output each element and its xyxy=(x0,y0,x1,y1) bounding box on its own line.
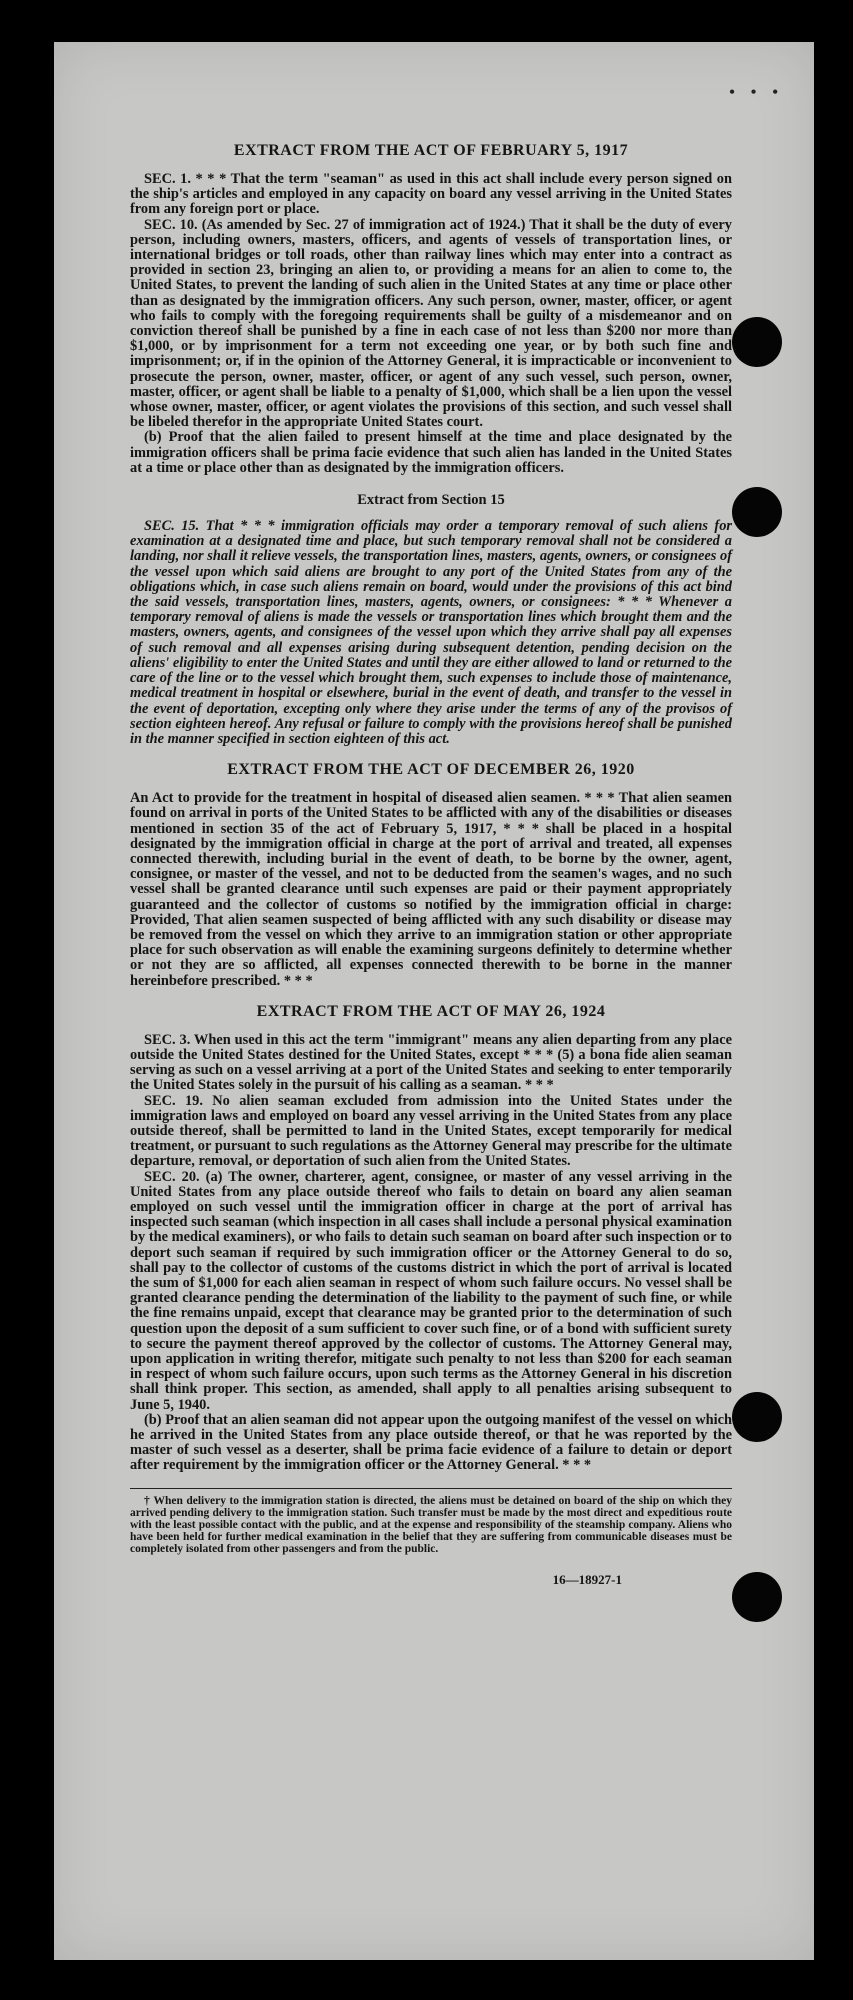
punch-hole xyxy=(732,487,782,537)
document-page xyxy=(54,42,814,1960)
section-act-1917 xyxy=(130,142,732,476)
punch-hole xyxy=(732,317,782,367)
paragraph: SEC. 15. That * * * immigration officials may order a temporary removal of such aliens for examination at a designated time and place, but such temporary removal shall not be considered a landing, nor shall it relieve vessels, the transportation lines, masters, agents, owners, or consignees of the vessel upon which said aliens are brought to any port of the United States from any of the obligations which, in case such aliens remain on board, would under the provisions of this act bind the said vessels, transportation lines, masters, agents, owners, or consignees: * * * Whenever a temporary removal of aliens is made the vessels or transportation lines which brought them and the masters, owners, agents, and consignees of the vessel upon which they arrive shall pay all expenses of such removal and all expenses arising during subsequent detention, pending decision on the aliens' eligibility to enter the United States and until they are either allowed to land or returned to the care of the line or to the vessel which brought them, such expenses to include those of maintenance, medical treatment in hospital or elsewhere, burial in the event of death, and transfer to the vessel in the event of deportation, excepting only where they arise under the terms of any of the provisos of section eighteen hereof. Any refusal or failure to comply with the provisions hereof shall be punished in the manner specified in section eighteen of this act. xyxy=(130,518,732,747)
section-act-1924 xyxy=(130,1003,732,1474)
paragraph: SEC. 3. When used in this act the term "immigrant" means any alien departing from any place outside the United States destined for the United States, except * * * (5) a bona fide alien seaman serving as such on a vessel arriving at a port of the United States and seeking to enter temporarily the United States solely in the pursuit of his calling as a seaman. * * * xyxy=(130,1031,732,1094)
document-content xyxy=(130,142,732,1588)
footnote-text: † When delivery to the immigration station is directed, the aliens must be detained on board of the ship on which they arrived pending delivery to the immigration station. Such transfer must be made by the most direct and expeditious route with the least possible contact with the public, and at the expense and responsibility of the steamship company. Aliens who have been held for further medical examination in the belief that they are suffering from communicable diseases must be completely isolated from other passengers and from the public. xyxy=(130,1494,732,1556)
corner-marks: • • • xyxy=(729,84,784,101)
paragraph: SEC. 19. No alien seaman excluded from admission into the United States under the immigration laws and employed on board any vessel arriving in the United States from any place outside thereof, shall be permitted to land in the United States, except temporarily for medical treatment, or pursuant to such regulations as the Attorney General may prescribe for the ultimate departure, removal, or deportation of such alien from the United States. xyxy=(130,1092,732,1170)
section-extract-15 xyxy=(130,492,732,747)
paragraph: (b) Proof that an alien seaman did not appear upon the outgoing manifest of the vessel on which he arrived in the United States from any place outside thereof, or that he was reported by the master of such vessel as a deserter, shall be prima facie evidence of a failure to detain or deport after requirement by the immigration officer or the Attorney General. * * * xyxy=(130,1411,732,1474)
paragraph: SEC. 1. * * * That the term "seaman" as used in this act shall include every person signed on the ship's articles and employed in any capacity on board any vessel arriving in the United States from any foreign port or place. xyxy=(130,171,732,218)
punch-hole xyxy=(732,1392,782,1442)
section-heading: EXTRACT FROM THE ACT OF DECEMBER 26, 1920 xyxy=(227,761,635,779)
paragraph: (b) Proof that the alien failed to present himself at the time and place designated by the immigration officers shall be prima facie evidence that such alien has landed in the United States at a time or place other than as designated by the immigration officers. xyxy=(130,429,732,476)
paragraph: SEC. 20. (a) The owner, charterer, agent, consignee, or master of any vessel arriving in the United States from any place outside thereof who fails to detain on board any alien seaman employed on such vessel until the immigration officer in charge at the port of arrival has inspected such seaman (which inspection in all cases shall include a personal physical examination by the medical examiners), or who fails to detain such seaman on board after such inspection or to deport such seaman if required by such immigration officer or the Attorney General to do so, shall pay to the collector of customs of the customs district in which the port of arrival is located the sum of $1,000 for each alien seaman in respect of whom such failure occurs. No vessel shall be granted clearance pending the determination of the liability to the payment of such fine, or while the fine remains unpaid, except that clearance may be granted prior to the determination of such question upon the deposit of a sum sufficient to cover such fine, or of a bond with sufficient surety to secure the payment thereof approved by the collector of customs. The Attorney General may, upon application in writing therefor, mitigate such penalty to not less than $200 for each seaman in respect of whom such failure occurs, upon such terms as the Attorney General in his discretion shall think proper. This section, as amended, shall apply to all penalties arising subsequent to June 5, 1940. xyxy=(130,1168,732,1413)
punch-hole xyxy=(732,1572,782,1622)
section-heading: EXTRACT FROM THE ACT OF MAY 26, 1924 xyxy=(256,1002,606,1020)
section-heading: Extract from Section 15 xyxy=(357,492,505,509)
form-number: 16—18927-1 xyxy=(552,1571,622,1587)
section-heading: EXTRACT FROM THE ACT OF FEBRUARY 5, 1917 xyxy=(233,142,629,159)
section-act-1920 xyxy=(130,761,732,989)
paragraph: An Act to provide for the treatment in hospital of diseased alien seamen. * * * That alien seamen found on arrival in ports of the United States to be afflicted with any of the disabilities or diseases mentioned in section 35 of the act of February 5, 1917, * * * shall be placed in a hospital designated by the immigration official in charge at the port of arrival and treated, all expenses connected therewith, including burial in the event of death, to be borne by the owner, agent, consignee, or master of the vessel, and not to be deducted from the seamen's wages, and no such vessel shall be granted clearance until such expenses are paid or their payment appropriately guaranteed and the collector of customs so notified by the immigration official in charge: Provided, That alien seamen suspected of being afflicted with any such disability or disease may be removed from the vessel on which they arrive to an immigration station or other appropriate place for such observation as will enable the examining surgeons definitely to determine whether or not they are so afflicted, all expenses connected therewith to be borne in the manner hereinbefore prescribed. * * * xyxy=(130,790,732,989)
paragraph: SEC. 10. (As amended by Sec. 27 of immigration act of 1924.) That it shall be the duty of every person, including owners, masters, officers, and agents of vessels of transportation lines, or international bridges or toll roads, other than railway lines which may enter into a contract as provided in section 23, bringing an alien to, or providing a means for an alien to come to, the United States, to prevent the landing of such alien in the United States at any time or place other than as designated by the immigration officers. Any such person, owner, master, officer, or agent who fails to comply with the foregoing requirements shall be guilty of a misdemeanor and on conviction thereof shall be punished by a fine in each case of not less than $200 nor more than $1,000, or by imprisonment for a term not exceeding one year, or by both such fine and imprisonment; or, if in the opinion of the Attorney General, it is impracticable or inconvenient to prosecute the person, owner, master, officer, or agent of any such vessel, such person, owner, master, officer, or agent shall be liable to a penalty of $1,000, which shall be a lien upon the vessel whose owner, master, officer, or agent violates the provisions of this section, and such vessel shall be libeled therefor in the appropriate United States court. xyxy=(130,216,732,431)
footnote xyxy=(130,1488,732,1556)
